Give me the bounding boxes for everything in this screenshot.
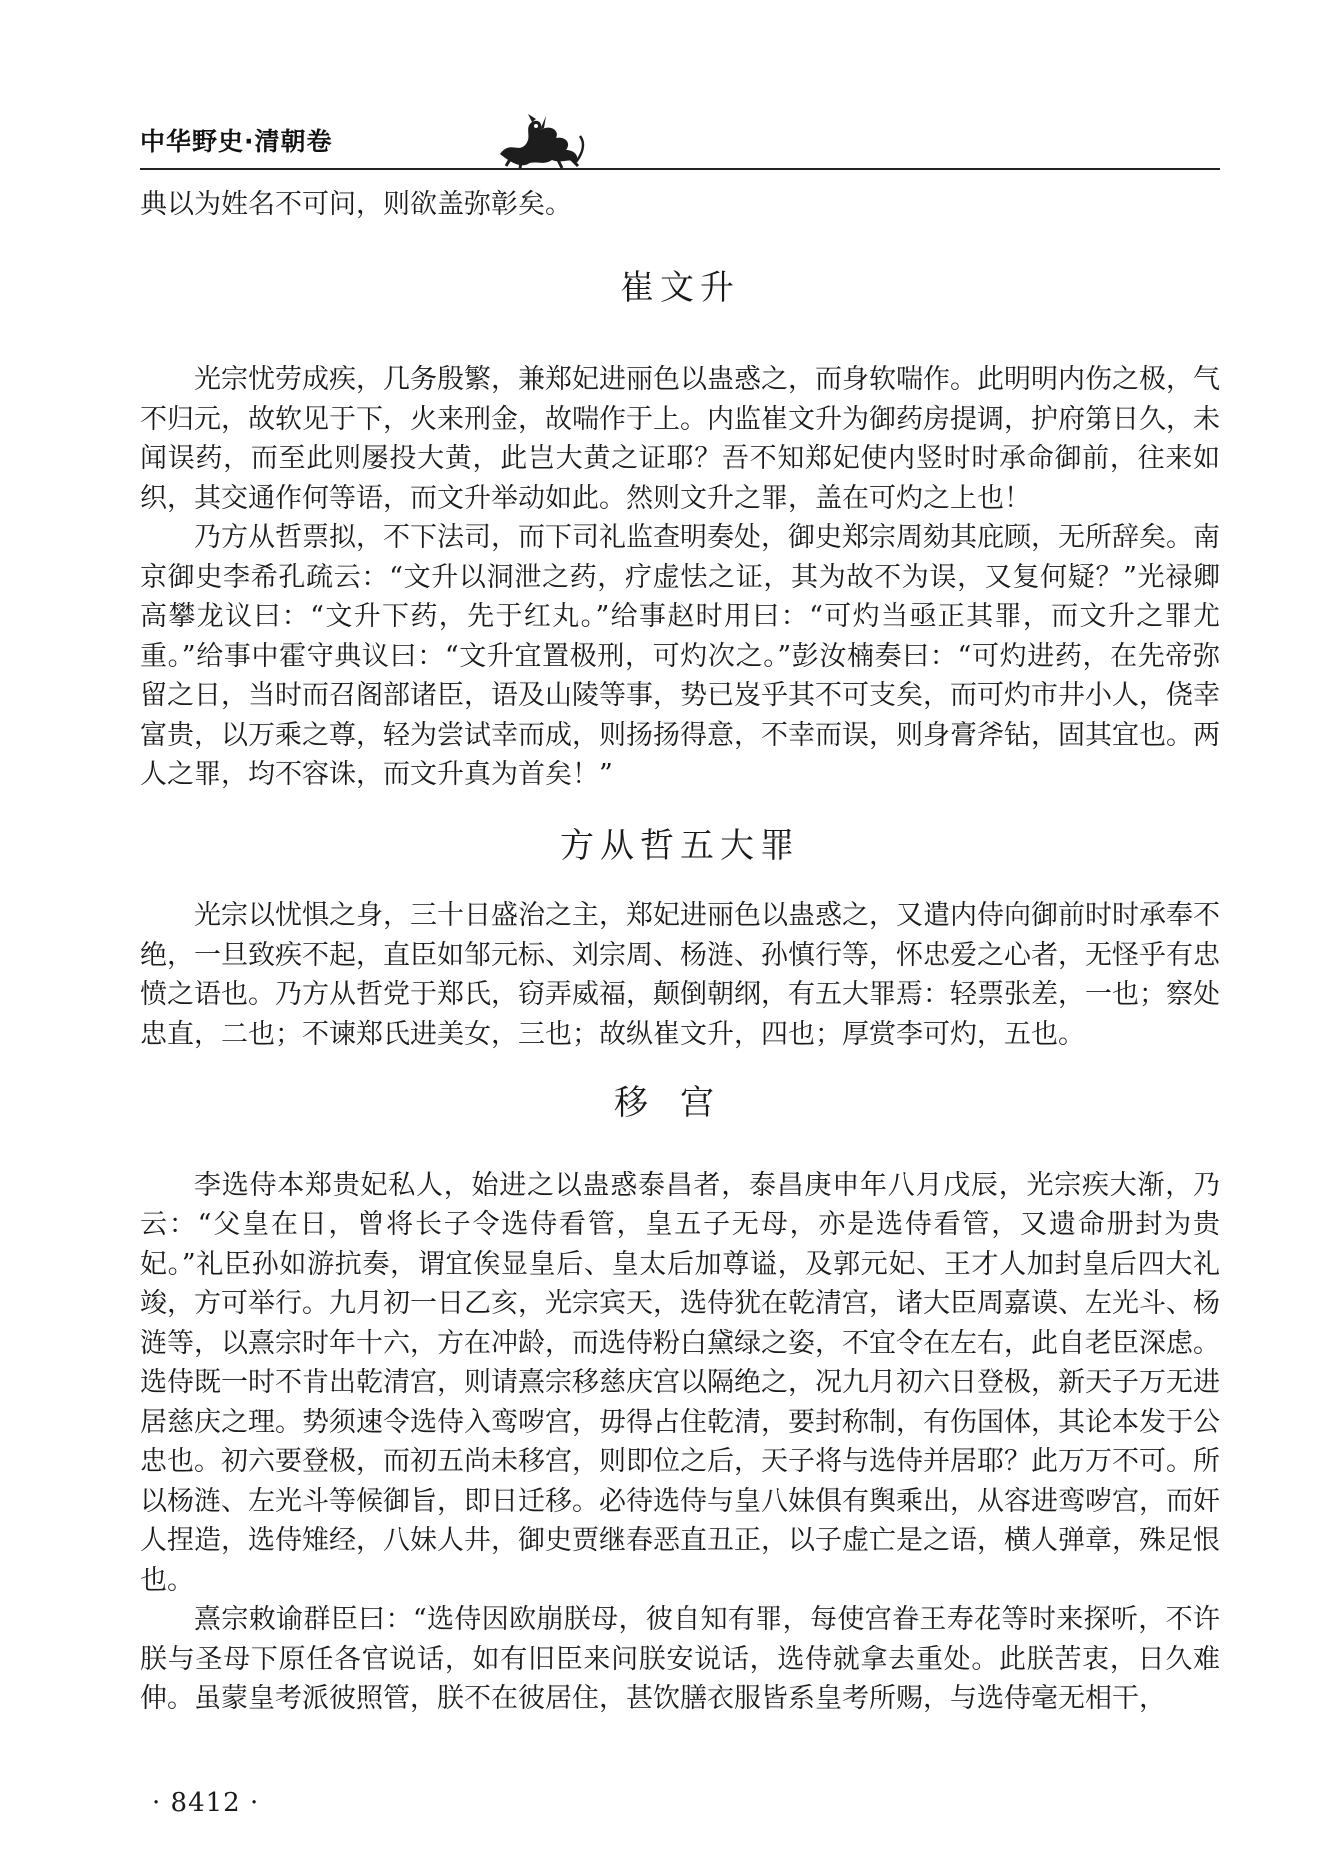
header-rule [140, 168, 1220, 170]
section-heading: 移宫 [614, 1083, 746, 1123]
paragraph: 光宗以忧惧之身，三十日盛治之主，郑妃进丽色以蛊惑之，又遣内侍向御前时时承奉不绝，一旦致疾不起，直臣如邹元标、刘宗周、杨涟、孙慎行等，怀忠爱之心者，无怪乎有忠愤之语也。乃方从哲党于郑氏，窃弄威福，颠倒朝纲，有五大罪焉：轻票张差，一也；察处忠直，二也；不谏郑氏进美女，三也；故纵崔文升，四也；厚赏李可灼，五也。 [140, 900, 1220, 1050]
running-head-title: 中华野史·清朝卷 [140, 127, 333, 156]
paragraph-continued: 典以为姓名不可问，则欲盖弥彰矣。 [140, 189, 572, 220]
paragraph: 熹宗敕谕群臣曰：“选侍因欧崩朕母，彼自知有罪，每使宫眷王寿花等时来探听，不许朕与圣母下原任各官说话，如有旧臣来问朕安说话，选侍就拿去重处。此朕苦衷，日久难伸。虽蒙皇考派彼照管，朕不在彼居住，甚饮膳衣服皆系皇考所赐，与选侍毫无相干， [140, 1604, 1220, 1714]
paragraph: 乃方从哲票拟，不下法司，而下司礼监查明奏处，御史郑宗周劾其庇顾，无所辞矣。南京御史李希孔疏云：“文升以洞泄之药，疗虚怯之证，其为故不为误，又复何疑？”光禄卿高攀龙议曰：“文升下药，先于红丸。”给事赵时用曰：“可灼当亟正其罪，而文升之罪尤重。”给事中霍守典议曰：“文升宜置极刑，可灼次之。”彭汝楠奏曰：“可灼进药，在先帝弥留之日，当时而召阁部诸臣，语及山陵等事，势已岌乎其不可支矣，而可灼市井小人，侥幸富贵，以万乘之尊，轻为尝试幸而成，则扬扬得意，不幸而误，则身膏斧钻，固其宜也。两人之罪，均不容诛，而文升真为首矣！” [140, 522, 1220, 790]
dragon-icon [492, 110, 588, 170]
section-heading: 崔文升 [620, 267, 740, 308]
paragraph: 李选侍本郑贵妃私人，始进之以蛊惑泰昌者，泰昌庚申年八月戊辰，光宗疾大渐，乃云：“父皇在日，曾将长子令选侍看管，皇五子无母，亦是选侍看管，又遗命册封为贵妃。”礼臣孙如游抗奏，谓宜俟显皇后、皇太后加尊谥，及郭元妃、王才人加封皇后四大礼竣，方可举行。九月初一日乙亥，光宗宾天，选侍犹在乾清宫，诸大臣周嘉谟、左光斗、杨涟等，以熹宗时年十六，方在冲龄，而选侍粉白黛绿之姿，不宜令在左右，此自老臣深虑。选侍既一时不肯出乾清宫，则请熹宗移慈庆宫以隔绝之，况九月初六日登极，新天子万无进居慈庆之理。势须速令选侍入鸾哕宫，毋得占住乾清，要封称制，有伤国体，其论本发于公忠也。初六要登极，而初五尚未移宫，则即位之后，天子将与选侍并居耶？此万万不可。所以杨涟、左光斗等候御旨，即日迁移。必待选侍与皇八妹俱有舆乘出，从容进鸾哕宫，而奸人捏造，选侍雉经，八妹人井，御史贾继春恶直丑正，以子虚亡是之语，横人弹章，殊足恨也。 [140, 1169, 1220, 1596]
section-heading: 方从哲五大罪 [560, 825, 800, 866]
paragraph: 光宗忧劳成疾，几务殷繁，兼郑妃进丽色以蛊惑之，而身软喘作。此明明内伤之极，气不归元，故软见于下，火来刑金，故喘作于上。内监崔文升为御药房提调，护府第日久，未闻误药，而至此则屡投大黄，此岂大黄之证耶？吾不知郑妃使内竖时时承命御前，往来如织，其交通作何等语，而文升举动如此。然则文升之罪，盖在可灼之上也！ [140, 364, 1220, 514]
page-number: · 8412 · [152, 1788, 260, 1818]
page-body [140, 185, 1220, 1719]
